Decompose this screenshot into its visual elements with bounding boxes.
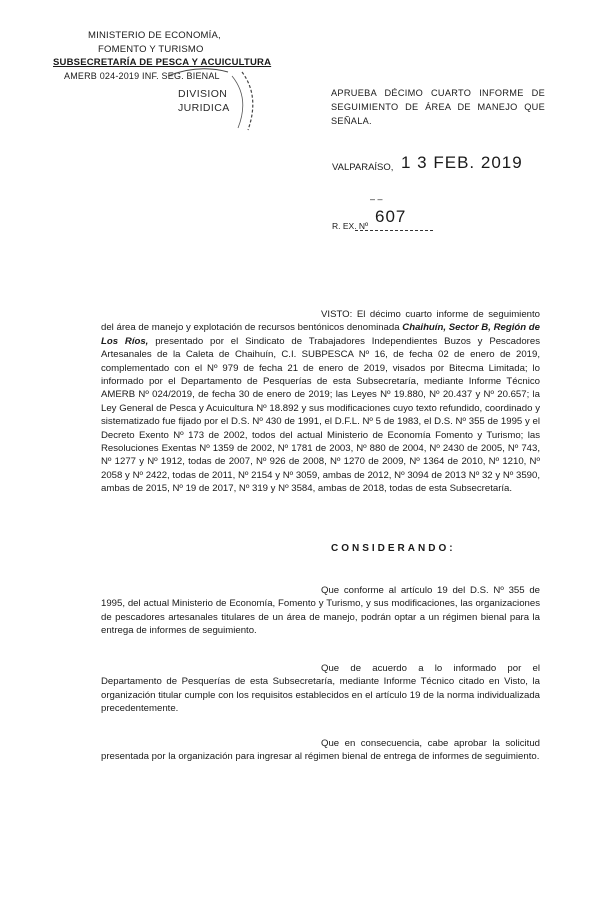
considerando-text-2: Que de acuerdo a lo informado por el Departamento de Pesquerías de esta Subsecretaría, mediante Informe Técnico citado en Visto, la organización titular cumple con los requisitos establecidos en el artículo 19 de la norma individualizada precedentemente. [101, 663, 540, 715]
rex-underline [355, 230, 433, 231]
considerando-item-2 [101, 662, 540, 716]
visto-text-b: presentado por el Sindicato de Trabajadores Independientes Buzos y Pescadores Artesanales de la Caleta de Chaihuín, C.I. SUBPESCA Nº 16, de fecha 02 de enero de 2019, complementado con el Nº 979 de fecha 21 de enero de 2019, visados por Bitecma Limitada; lo informado por el Departamento de Pesquerías de esta Subsecretaría, mediante Informe Técnico AMERB Nº 024/2019, de fecha 30 de enero de 2019; las Leyes Nº 19.880, Nº 20.437 y Nº 20.657; la Ley General de Pesca y Acuicultura Nº 18.892 y sus modificaciones cuyo texto refundido, coordinado y sistematizado fue fijado por el D.S. Nº 430 de 1991, el D.F.L. Nº 5 de 1983, el D.S. Nº 355 de 1995 y el Decreto Exento Nº 173 de 2002, todos del actual Ministerio de Economía Fomento y Turismo; las Resoluciones Exentas Nº 1359 de 2002, Nº 1781 de 2003, Nº 880 de 2004, Nº 2430 de 2005, Nº 743, Nº 1277 y Nº 1912, todas de 2007, Nº 926 de 2008, Nº 1270 de 2009, Nº 1364 de 2010, Nº 1210, Nº 2058 y Nº 2422, todas de 2011, Nº 2154 y Nº 3059, ambas de 2012, Nº 3094 de 2013 Nº 32 y Nº 3590, ambas de 2015, Nº 19 de 2017, Nº 319 y Nº 3584, ambas de 2018, todas de esta Subsecretaría. [101, 335, 540, 495]
reference-line: AMERB 024-2019 INF. SEG. BIENAL [64, 71, 220, 81]
place-label: VALPARAÍSO, [332, 162, 394, 173]
considerando-item-3 [101, 737, 540, 764]
stamp-line-1: DIVISION [178, 88, 228, 100]
stamp-line-2: JURIDICA [178, 102, 230, 114]
ministry-line-2: FOMENTO Y TURISMO [98, 44, 204, 55]
rex-number: 607 [375, 207, 407, 226]
considerando-text-1: Que conforme al artículo 19 del D.S. Nº 355 de 1995, del actual Ministerio de Economía, Fomento y Turismo, y sus modificaciones, las organizaciones de pescadores artesanales titulares de un área de manejo, podrán optar a un régimen bienal para la entrega de informes de seguimiento. [101, 585, 540, 637]
area-name: Chaihuín, Sector B, Región de Los Ríos, [101, 322, 540, 347]
considerando-text-3: Que en consecuencia, cabe aprobar la solicitud presentada por la organización para ingresar al régimen bienal de entrega de informes de seguimiento. [101, 738, 540, 763]
visto-label: VISTO: [321, 309, 353, 320]
division-juridica-stamp [158, 66, 260, 134]
rex-dash: – – [370, 194, 383, 204]
visto-paragraph [101, 308, 540, 496]
ministry-line-1: MINISTERIO DE ECONOMÍA, [88, 30, 221, 41]
considerando-item-1 [101, 584, 540, 638]
considerando-heading: CONSIDERANDO: [331, 543, 456, 554]
resolution-subject: APRUEBA DÉCIMO CUARTO INFORME DE SEGUIMIENTO DE ÁREA DE MANEJO QUE SEÑALA. [331, 88, 545, 126]
rex-label: R. EX. Nº [332, 221, 369, 231]
visto-text-a: El décimo cuarto informe de seguimiento del área de manejo y explotación de recursos bentónicos denominada [101, 309, 540, 334]
subsecretaria-title: SUBSECRETARÍA DE PESCA Y ACUICULTURA [53, 57, 272, 68]
resolution-date: 1 3 FEB. 2019 [401, 153, 523, 172]
